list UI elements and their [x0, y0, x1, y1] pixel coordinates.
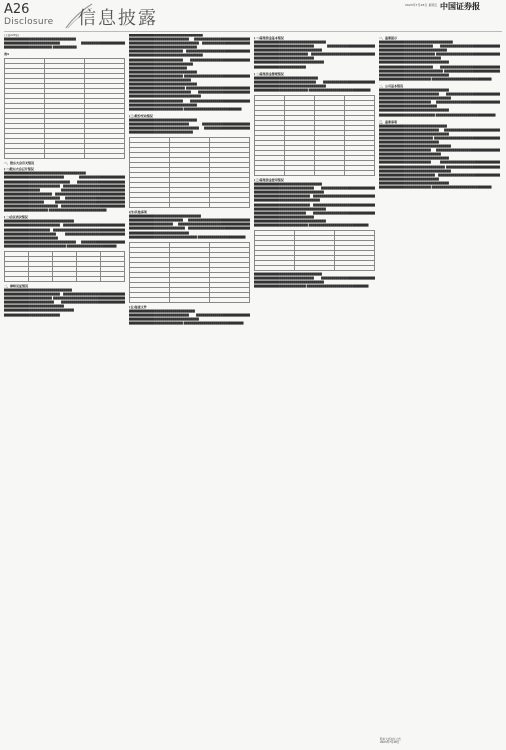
footer-line: 2023年7月28日	[380, 741, 400, 745]
section-heading: (二)募集资金管理情况	[254, 71, 284, 76]
table-title: 表1	[4, 52, 10, 57]
section-title: 信息披露	[78, 8, 158, 29]
section-heading: (四)其他事项	[129, 210, 147, 215]
page-subtitle: Disclosure	[4, 17, 54, 27]
body-text: ██████████████████████████████████ ████████████████████████████ ███████████████████████████████ ████████████████████████ ████████████████████████████████████ █████████████████████████ ████████████████████████████████ ██████████████████████████████ ███████████████████████████████████ ████████████████████████████	[4, 288, 125, 317]
continued-label: (上接A25版)	[4, 34, 19, 37]
section-heading: (三)募集资金使用情况	[254, 178, 284, 183]
body-text: ███████████████████████████████████ ██████████████████████████████ ███████████████████████████ ████████████████████████████████████ ██████████████████████████ ████████████████████████████████ █████████████████████████████ ███████████████████████████████████ ████████████████████████████ ██████████████████████████████	[379, 88, 500, 117]
data-table	[254, 95, 375, 176]
body-text: █████████████████████████████████████████ ██████████████████████████████ ███████████████████████ █████████████████████████████████ ████████████████████████ ████████████████████████████ ███████████████████████████████ ██████████████████ ████████████████████████████████ ████████████████████████ ███████████████████████████████████ ████████████████████████████ ██████████████████████████████ ████████████████████ ███████████████████████████████████ ███████████████████████████ ████████████████████████████████ ██████████████████████ █████████████████████████████	[4, 172, 125, 213]
section-heading: (三)股份变动情况	[129, 113, 153, 118]
section-heading: 一、重要提示	[379, 36, 398, 40]
data-table	[4, 251, 125, 282]
body-text: ██████████████████████████████████ ██████████████████████████████ ███████████████████████████ ███████████████████████████████████ ██████████████████████████ ███████████████████████████████	[254, 273, 375, 289]
data-table	[129, 242, 250, 303]
footer-line: 股东大会决议公告	[380, 738, 401, 741]
section-heading: 二、律师见证情况	[4, 283, 29, 288]
header-rule	[4, 31, 502, 32]
section-heading: (一)募集资金基本情况	[254, 36, 284, 40]
body-text: ████████████████████████████████████ ███████████████████████████ ███████████████████████████████ ██████████████████████ ████████████████████████████████████ ████████████████████████████ ███████████████████████████████ ██████████████████████████████ ██████████████████████████████████ ████████████████████████	[129, 215, 250, 239]
body-text: ██████████████████████████████████ ██████████████████████████████ ████████████████████████████ ███████████████████████████████████ ███████████████████████████ █████████████████████████████████ ██████████████████████████████ ████████████████████████████████████ ██████████████████████████ ████████████████████████████████ ███████████████████████████████ ███████████████████████████████████ ██████████████████████████ ██████████████████████████████ █████████████████████████████████ ███████████████████████████ ████████████████████████████████████ ████████████████████████████ ███████████████████████████████ ██████████████████████████████ ███████████████████████████████████ ██████████████████████████ ██████████████████████████████	[379, 124, 500, 189]
column-1	[4, 34, 125, 740]
body-text: ████████████████████████████████ ███████████████████████████████ ██████████████████████████ ████████████████████████████████████ ███████████████████████████ ███████████████████████████████	[254, 76, 375, 92]
body-text: ███████████████████████████████████ ████████████████████████████ ███████████████████████████████ ███████████████████████ ████████████████████████████████████ ██████████████████████████ ██████████████████████████████ ███████████████████████████ ████████████████████████████████████ ██████████████████████ ███████████████████████████████ █████████████████████████	[4, 220, 125, 248]
section-heading: (二)会议表决情况	[4, 215, 28, 220]
date-line: 2023年7月28日 星期五	[405, 3, 438, 7]
body-text: ██████████████████████████████████ ██████████████████████████████ ███████████████████████████ ███████████████████████████████████ ████████████████████████████ ███████████████████████████████ █████████████████████████████████ ████████████████████████████ ███████████████████████████████ ████████████████████████████████████ ██████████████████████████ ███████████████████████████████ ██████████████████████████████ ████████████████████████████████████ ███████████████████████████ ██████████████████████████████	[254, 183, 375, 227]
column-4	[379, 34, 500, 740]
body-text: █████████████████████████████████ ██████████████████████████████ ███████████████████████████ ███████████████████████████████████ ███████████████████████████ ██████████████████████████████	[129, 309, 250, 325]
section-heading: 一、股东大会有关情况	[4, 161, 35, 166]
page-code: A26	[4, 2, 30, 17]
footer	[380, 738, 401, 745]
data-table	[4, 58, 125, 159]
data-table	[254, 230, 375, 271]
data-table	[129, 137, 250, 208]
section-heading: 三、重要事项	[379, 119, 398, 124]
body-text: ████████████████████████████████████ ████████████████████████████ ██████████████████████ ████████████████████████ ████████████	[4, 38, 125, 50]
body-text: █████████████████████████████████████ ███████████████████████████ ██████████████████████████████ ██████████████████████████████████ ████████████████████████████ ████████████████████████████████ ███████████████████████████████ ███████████████████████████████████ ███████████████████████████ ██████████████████████████████ ████████████████████████████████ ████████████████████████████ ███████████████████████████████████ ██████████████████████████ ██████████████████████████████	[379, 41, 500, 81]
section-heading: 二、公司基本情况	[379, 83, 404, 88]
masthead	[0, 0, 506, 34]
body-text: ██████████████████████████████████ ██████████████████████████████ ████████████████████████ ███████████████████████████████████ ███████████████████████ ████████████████████████████████	[129, 118, 250, 135]
section-heading: (一)股东大会召开情况	[4, 167, 34, 172]
paper-name: 中国证券报	[440, 1, 480, 11]
body-text: █████████████████████████████████████ ██████████████████████████████ ████████████████████████████ ███████████████████████████████████ ████████████████████████ ██████████████████████████████████ ███████████████████████████ ████████████████████████████████ █████████████████████████████████████ ███████████████████████████ ██████████████████████████████ ████████████████████████████████ █████████████████████████████ ██████████████████████████████████ ███████████████████████████ █████████████████████████████████ ███████████████████████████████ ██████████████████████████████████ ████████████████████████████ ████████████████████████████████ ███████████████████████████████ ██████████████████████████ ████████████████████████████████████ ███████████████████████████ ██████████████████████████████ ██████████████████████████████████ ███████████████████████████ █████████████████████████████	[129, 34, 250, 111]
body-text: ████████████████████████████████████ ██████████████████████████████ ████████████████████████ ██████████████████████████████████ ███████████████████████████ ████████████████████████████████ ██████████████████████████████ ███████████████████████████████████ ██████████████████████████	[254, 41, 375, 69]
section-heading: (五)备查文件	[129, 304, 147, 309]
column-2	[129, 34, 250, 740]
column-3	[254, 34, 375, 740]
